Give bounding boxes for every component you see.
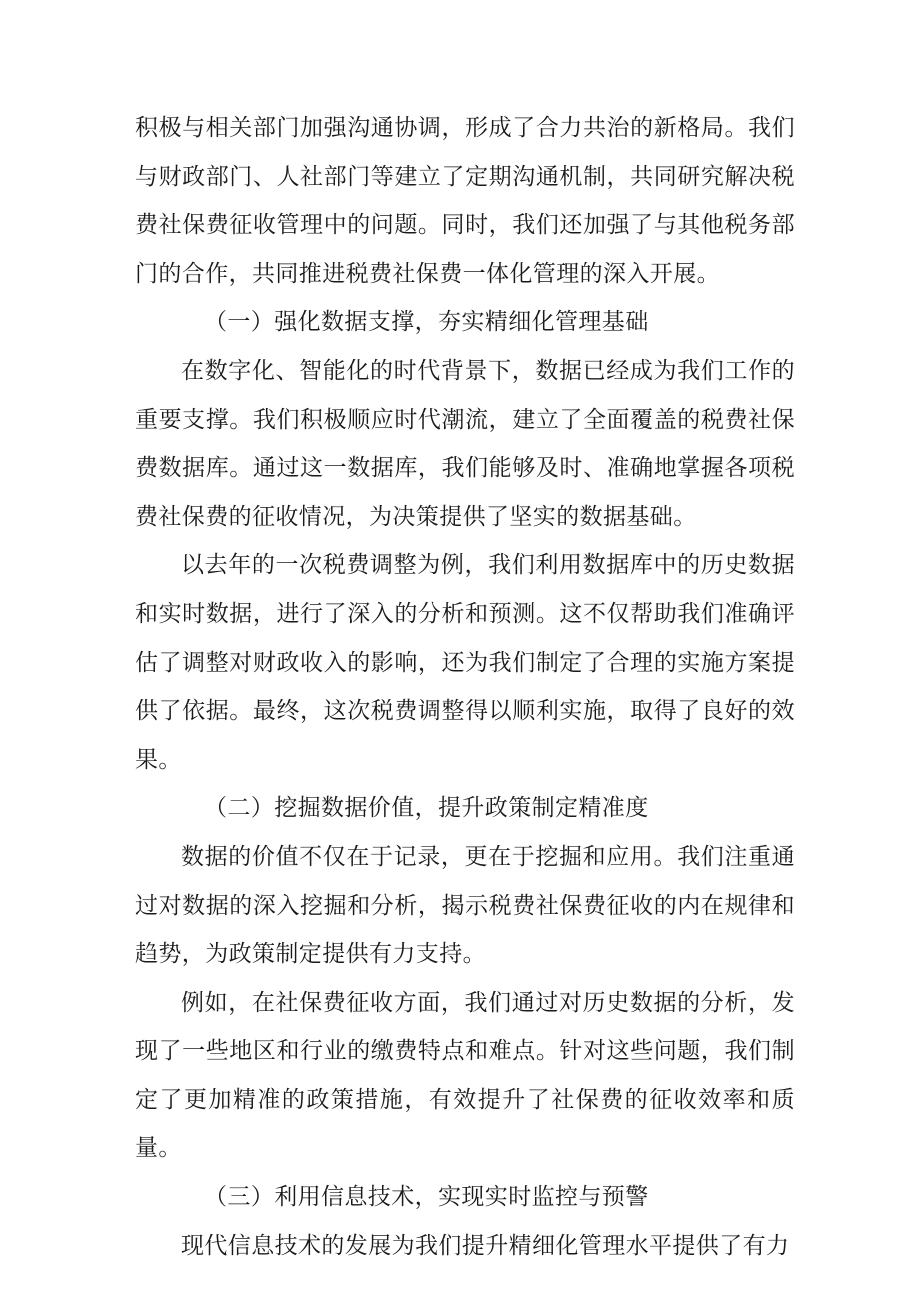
paragraph-social-security-example: 例如，在社保费征收方面，我们通过对历史数据的分析，发现了一些地区和行业的缴费特点和难点。针对这些问题，我们制定了更加精准的政策措施，有效提升了社保费的征收效率和质量。	[135, 989, 795, 1162]
section-heading-2: （二）挖掘数据价值，提升政策制定精准度	[204, 795, 649, 822]
section-heading-3: （三）利用信息技术，实现实时监控与预警	[204, 1184, 649, 1211]
paragraph-data-value: 数据的价值不仅在于记录，更在于挖掘和应用。我们注重通过对数据的深入挖掘和分析，揭示税费社保费征收的内在规律和趋势，为政策制定提供有力支持。	[135, 843, 795, 968]
document-body	[135, 104, 795, 1270]
paragraph-data-support: 在数字化、智能化的时代背景下，数据已经成为我们工作的重要支撑。我们积极顺应时代潮流，建立了全面覆盖的税费社保费数据库。通过这一数据库，我们能够及时、准确地掌握各项税费社保费的征收情况，为决策提供了坚实的数据基础。	[135, 357, 795, 530]
section-heading-1: （一）强化数据支撑，夯实精细化管理基础	[204, 309, 649, 336]
paragraph-coordination: 积极与相关部门加强沟通协调，形成了合力共治的新格局。我们与财政部门、人社部门等建立了定期沟通机制，共同研究解决税费社保费征收管理中的问题。同时，我们还加强了与其他税务部门的合作，共同推进税费社保费一体化管理的深入开展。	[135, 115, 795, 287]
paragraph-tax-adjustment-example: 以去年的一次税费调整为例，我们利用数据库中的历史数据和实时数据，进行了深入的分析和预测。这不仅帮助我们准确评估了调整对财政收入的影响，还为我们制定了合理的实施方案提供了依据。最终，这次税费调整得以顺利实施，取得了良好的效果。	[135, 552, 795, 773]
paragraph-information-technology: 现代信息技术的发展为我们提升精细化管理水平提供了有力	[181, 1232, 790, 1259]
